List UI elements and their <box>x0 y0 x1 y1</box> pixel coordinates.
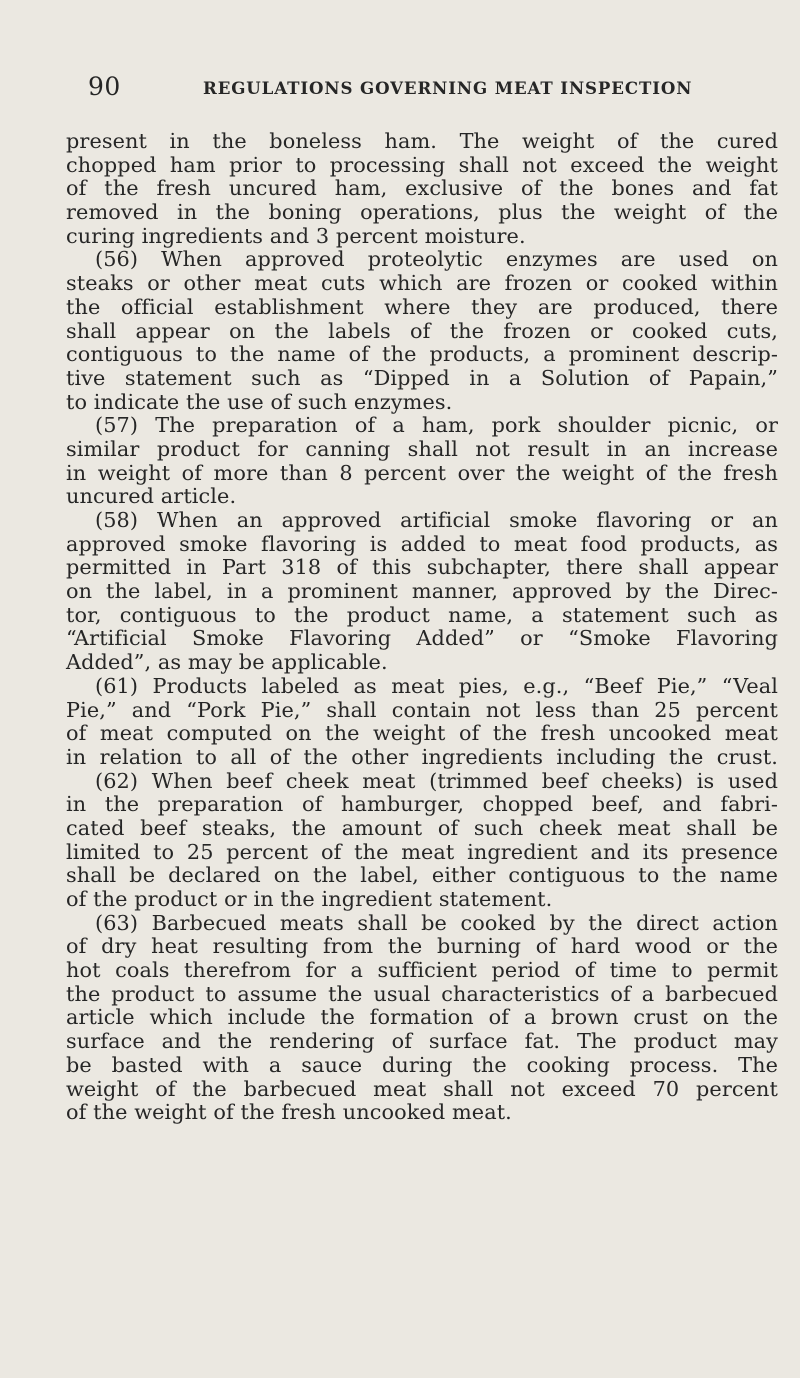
text-line: present in the boneless ham. The weight of the cured <box>66 129 778 153</box>
text-line: approved smoke flavoring is added to meat food products, as <box>66 531 778 556</box>
text-line: surface and the rendering of surface fat. The product may <box>66 1029 778 1054</box>
text-line: in the preparation of hamburger, chopped beef, and fabri- <box>66 792 778 817</box>
text-line: Pie,” and “Pork Pie,” shall contain not less than 25 percent <box>66 697 778 722</box>
text-line: tor, contiguous to the product name, a statement such as <box>66 602 778 627</box>
text-line: (57) The preparation of a ham, pork shoulder picnic, or <box>95 413 778 438</box>
text-line: article which include the formation of a brown crust on the <box>66 1005 778 1030</box>
paragraph-end-line: to indicate the use of such enzymes. <box>66 389 453 414</box>
page-number: 90 <box>88 72 121 101</box>
running-head-title: REGULATIONS GOVERNING MEAT INSPECTION <box>203 78 693 98</box>
text-line: weight of the barbecued meat shall not exceed 70 percent <box>66 1076 778 1101</box>
text-line: in weight of more than 8 percent over the weight of the fresh <box>66 460 778 485</box>
text-line: be basted with a sauce during the cooking process. The <box>66 1052 778 1077</box>
text-line: limited to 25 percent of the meat ingredient and its presence <box>66 839 778 864</box>
paragraph-end-line: uncured article. <box>66 484 237 509</box>
text-line: (63) Barbecued meats shall be cooked by the direct action <box>95 910 778 935</box>
text-line: removed in the boning operations, plus the weight of the <box>66 200 778 225</box>
text-line: shall appear on the labels of the frozen or cooked cuts, <box>66 318 778 343</box>
text-line: contiguous to the name of the products, a prominent descrip- <box>66 342 778 367</box>
paragraph-end-line: curing ingredients and 3 percent moisture. <box>66 223 526 248</box>
text-line: on the label, in a prominent manner, approved by the Direc- <box>66 579 778 604</box>
text-line: chopped ham prior to processing shall not exceed the weight <box>66 152 778 177</box>
text-line: (62) When beef cheek meat (trimmed beef cheeks) is used <box>95 768 778 793</box>
text-line: permitted in Part 318 of this subchapter, there shall appear <box>66 555 778 580</box>
text-line: tive statement such as “Dipped in a Solution of Papain,” <box>66 365 778 390</box>
paragraph-end-line: of the weight of the fresh uncooked meat. <box>66 1100 512 1125</box>
text-line: steaks or other meat cuts which are frozen or cooked within <box>66 271 778 296</box>
text-line: the product to assume the usual characteristics of a barbecued <box>66 981 778 1006</box>
text-line: (56) When approved proteolytic enzymes are used on <box>95 247 778 272</box>
text-line: similar product for canning shall not result in an increase <box>66 436 778 461</box>
running-head <box>88 72 788 102</box>
text-line: “Artificial Smoke Flavoring Added” or “Smoke Flavoring <box>66 626 778 651</box>
text-line: (61) Products labeled as meat pies, e.g., “Beef Pie,” “Veal <box>95 673 778 698</box>
text-line: in relation to all of the other ingredients including the crust. <box>66 744 778 769</box>
text-line: hot coals therefrom for a sufficient period of time to permit <box>66 958 778 983</box>
paragraph-end-line: Added”, as may be applicable. <box>66 650 388 675</box>
text-line: the official establishment where they are produced, there <box>66 294 778 319</box>
text-line: cated beef steaks, the amount of such cheek meat shall be <box>66 815 778 840</box>
text-line: of dry heat resulting from the burning of hard wood or the <box>66 934 778 959</box>
paragraph-end-line: of the product or in the ingredient statement. <box>66 887 553 911</box>
text-line: of the fresh uncured ham, exclusive of the bones and fat <box>66 176 778 201</box>
text-line: (58) When an approved artificial smoke flavoring or an <box>95 508 778 532</box>
text-line: of meat computed on the weight of the fresh uncooked meat <box>66 721 778 746</box>
body-text <box>66 130 778 1125</box>
text-line: shall be declared on the label, either contiguous to the name <box>66 863 778 888</box>
